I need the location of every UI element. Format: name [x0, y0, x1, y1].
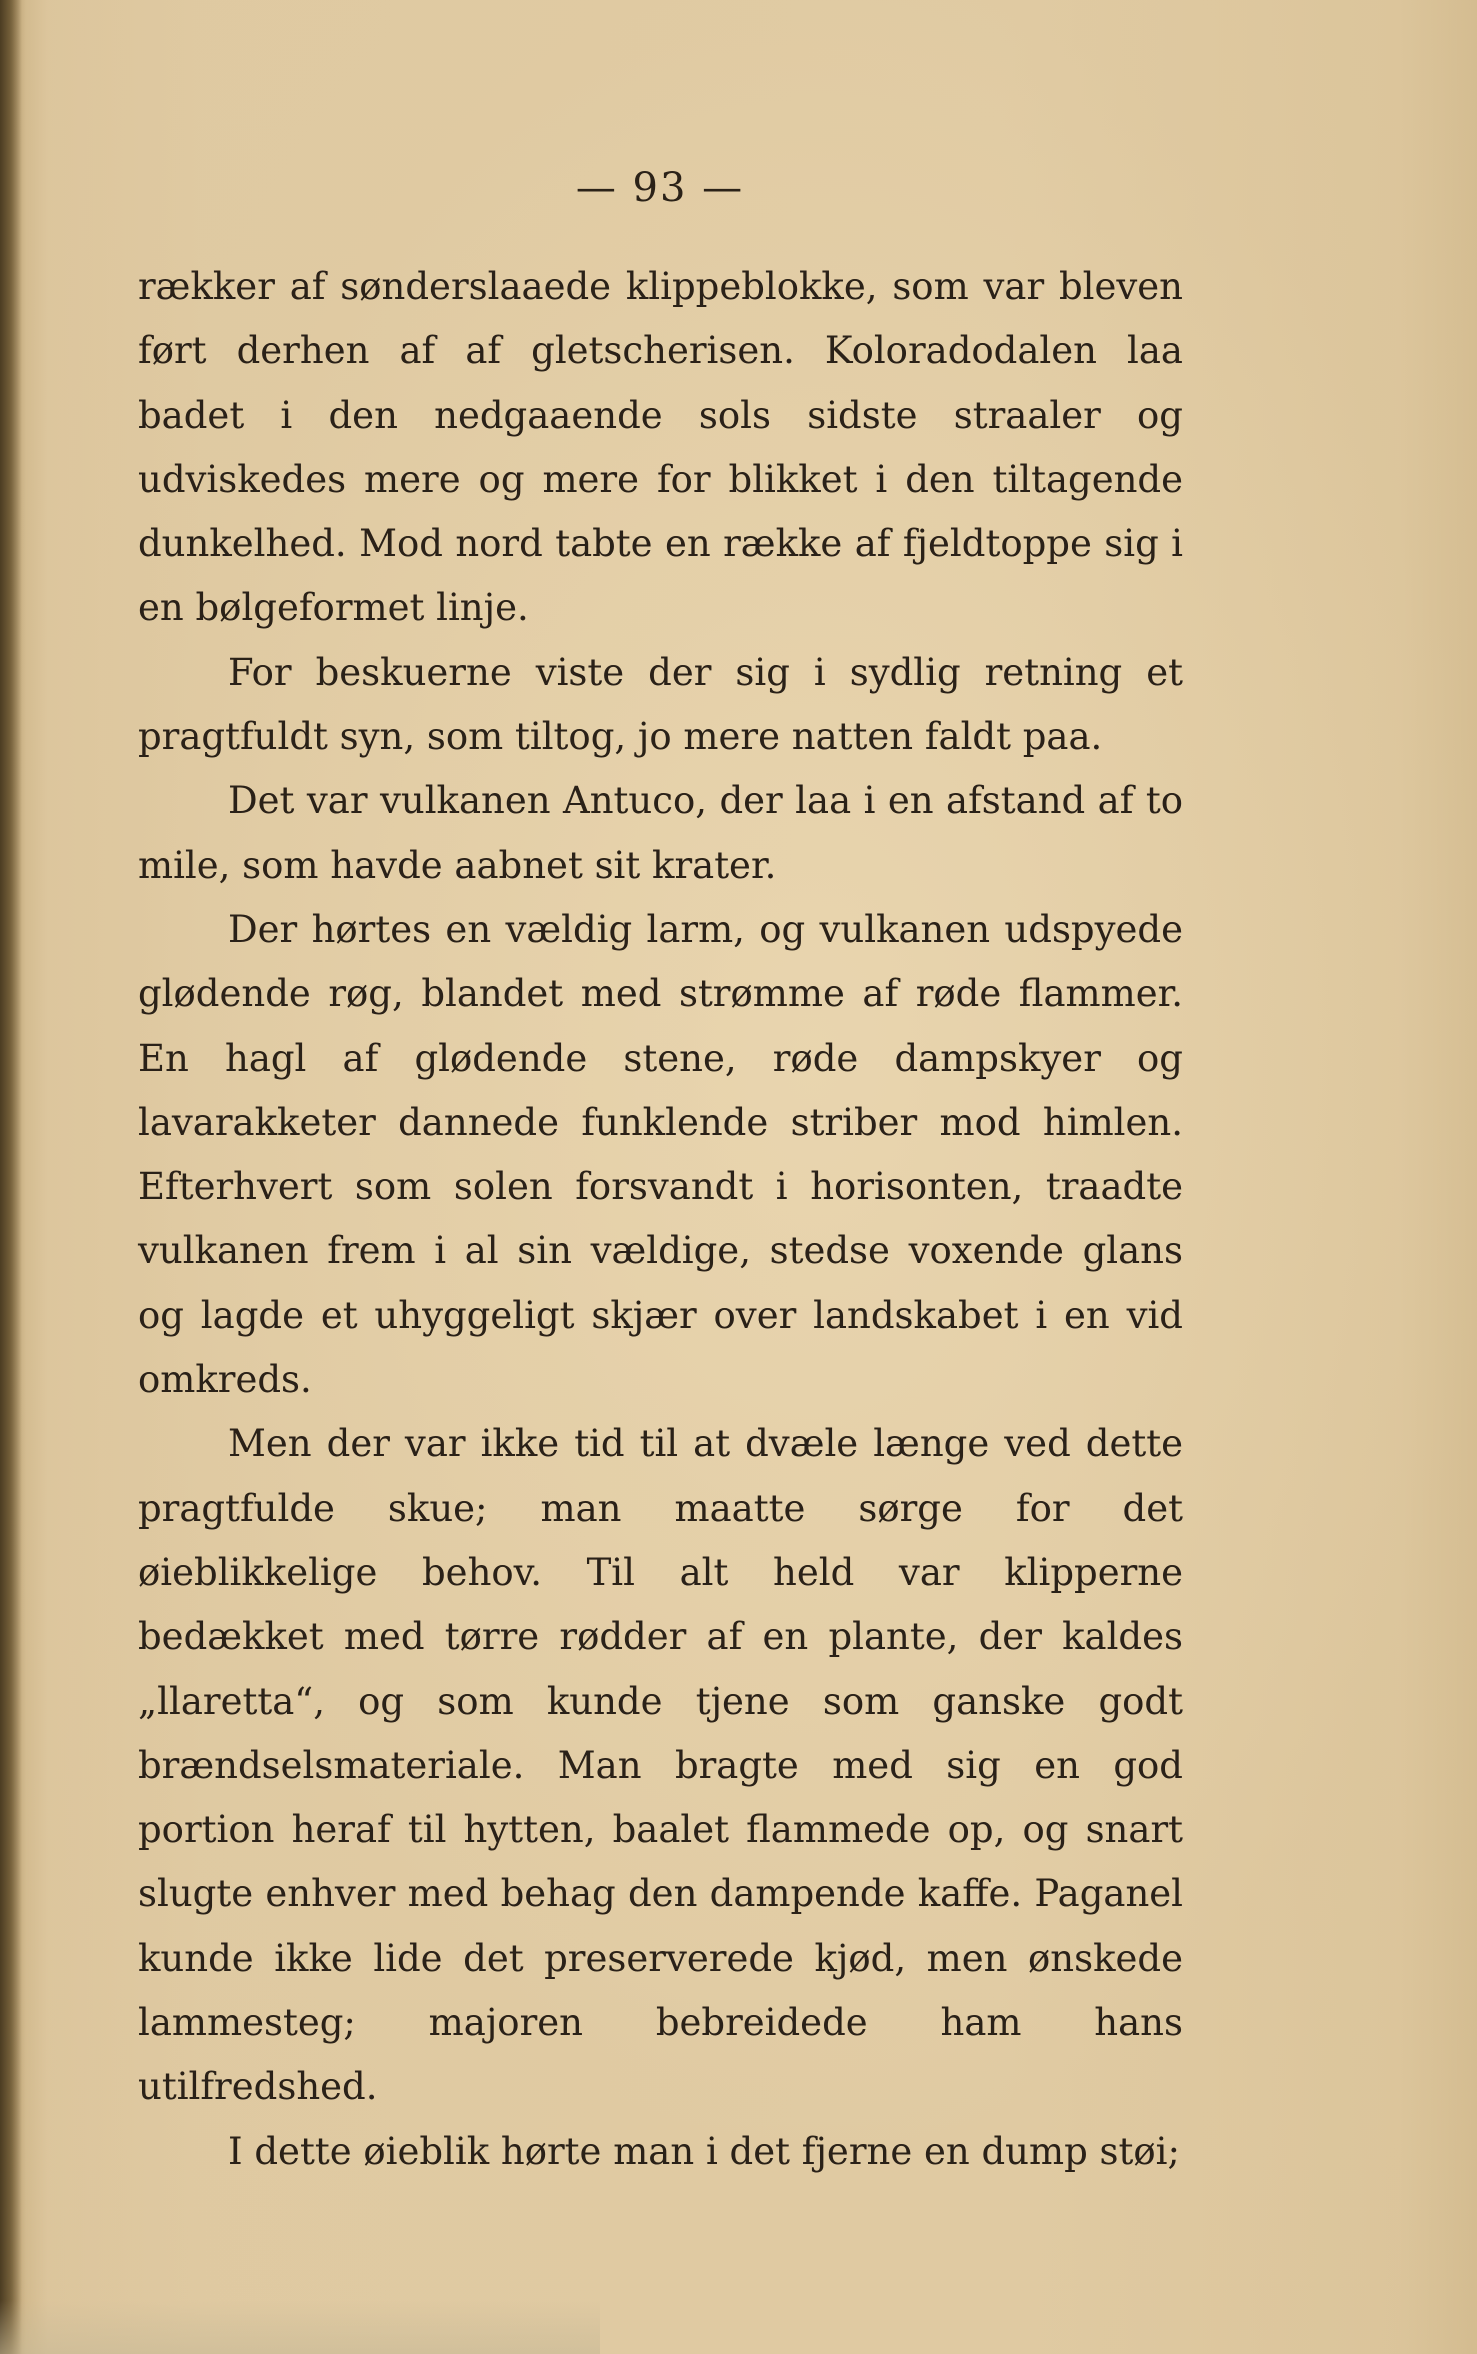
page-spine-shadow [0, 0, 22, 2354]
page-number: — 93 — [575, 165, 745, 211]
paragraph: rækker af sønderslaaede klippeblokke, som var bleven ført derhen af af gletscherisen. Koloradodalen laa badet i den nedgaaende sols sidste straaler og udviskedes mere og mere for blikket i den tiltagende dunkelhed. Mod nord tabte en række af fjeldtoppe sig i en bølgeformet linje. [138, 265, 1183, 630]
paragraph: Der hørtes en vældig larm, og vulkanen udspyede glødende røg, blandet med strømme af røde flammer. En hagl af glødende stene, røde dampskyer og lavarakketer dannede funklende striber mod himlen. Efterhvert som solen forsvandt i horisonten, traadte vulkanen frem i al sin vældige, stedse voxende glans og lagde et uhyggeligt skjær over landskabet i en vid omkreds. [138, 907, 1183, 1402]
paragraph: Det var vulkanen Antuco, der laa i en afstand af to mile, som havde aabnet sit krater. [138, 779, 1183, 887]
page-stain [0, 2300, 600, 2354]
paragraph: For beskuerne viste der sig i sydlig retning et pragtfuldt syn, som tiltog, jo mere natten faldt paa. [138, 650, 1183, 759]
body-text [138, 255, 1183, 2184]
paragraph: Men der var ikke tid til at dvæle længe ved dette pragtfulde skue; man maatte sørge for det øieblikkelige behov. Til alt held var klipperne bedækket med tørre rødder af en plante, der kaldes „llaretta“, og som kunde tjene som ganske godt brændselsmateriale. Man bragte med sig en god portion heraf til hytten, baalet flammede op, og snart slugte enhver med behag den dampende kaffe. Paganel kunde ikke lide det preserverede kjød, men ønskede lammesteg; majoren bebreidede ham hans utilfredshed. [138, 1422, 1183, 2109]
paragraph: I dette øieblik hørte man i det fjerne en dump støi; [228, 2129, 1180, 2173]
